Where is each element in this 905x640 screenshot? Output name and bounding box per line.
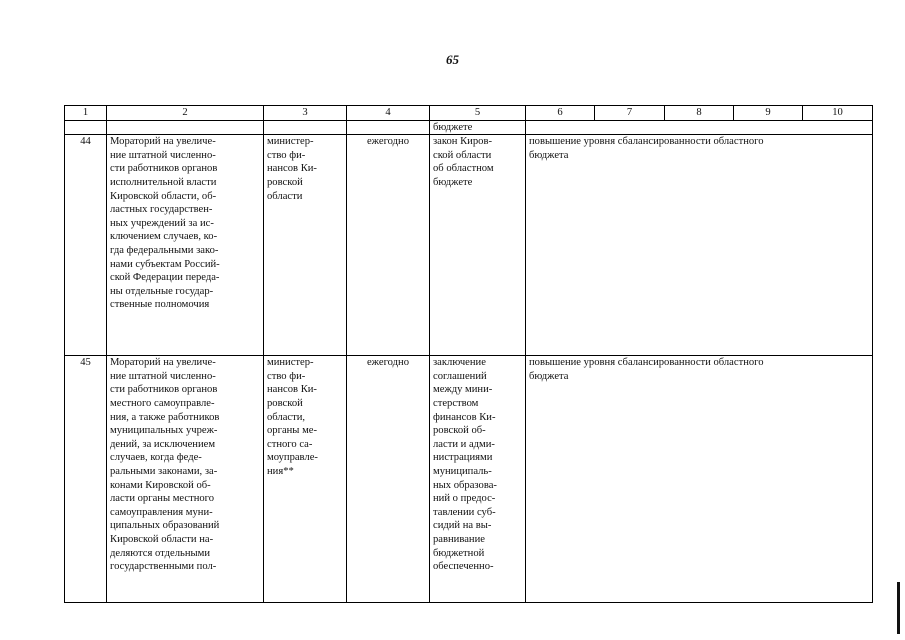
period-cell: ежегодно xyxy=(347,135,430,356)
header-col-7: 7 xyxy=(595,106,665,121)
measure-cell: Мораторий на увеличе- ние штатной численно- сти работников органов местного самоуправле- ния, а также работников муниципальных учреж- дений, за исключением случаев, когда феде- ральными законами, за- конами Кировской об- ласти органы местного самоуправления муни- ципальных образований Кировской области на- деляются отдельными государственными пол- xyxy=(107,356,264,603)
header-row xyxy=(65,106,873,121)
responsible-cell: министер- ство фи- нансов Ки- ровской области, органы ме- стного са- моуправле- ния** xyxy=(264,356,347,603)
cont-cell-3 xyxy=(264,120,347,135)
header-col-6: 6 xyxy=(526,106,595,121)
table-row xyxy=(65,356,873,603)
header-col-8: 8 xyxy=(665,106,734,121)
cont-cell-document: бюджете xyxy=(430,120,526,135)
measure-cell: Мораторий на увеличе- ние штатной численно- сти работников органов исполнительной власти Кировской области, об- ластных государствен- ных учреждений за ис- ключением случаев, ко- гда федеральными зако- нами субъектам Россий- ской Федерации переда- ны отдельные государ- ственные полномочия xyxy=(107,135,264,356)
header-col-2: 2 xyxy=(107,106,264,121)
header-col-10: 10 xyxy=(803,106,873,121)
cont-cell-2 xyxy=(107,120,264,135)
table-row xyxy=(65,135,873,356)
row-number: 45 xyxy=(65,356,107,603)
scan-edge-mark xyxy=(897,582,900,634)
continuation-row xyxy=(65,120,873,135)
period-cell: ежегодно xyxy=(347,356,430,603)
header-col-1: 1 xyxy=(65,106,107,121)
header-col-3: 3 xyxy=(264,106,347,121)
cont-cell-result xyxy=(526,120,873,135)
cont-cell-4 xyxy=(347,120,430,135)
document-cell: закон Киров- ской области об областном бюджете xyxy=(430,135,526,356)
page-number: 65 xyxy=(446,52,459,67)
cont-cell-1 xyxy=(65,120,107,135)
result-cell: повышение уровня сбалансированности областного бюджета xyxy=(526,356,873,603)
header-col-9: 9 xyxy=(734,106,803,121)
measures-table xyxy=(64,105,873,603)
result-cell: повышение уровня сбалансированности областного бюджета xyxy=(526,135,873,356)
header-col-5: 5 xyxy=(430,106,526,121)
document-cell: заключение соглашений между мини- стерством финансов Ки- ровской об- ласти и адми- нистрациями муниципаль- ных образова- ний о предос- тавлении суб- сидий на вы- равнивание бюджетной обеспеченно- xyxy=(430,356,526,603)
header-col-4: 4 xyxy=(347,106,430,121)
row-number: 44 xyxy=(65,135,107,356)
responsible-cell: министер- ство фи- нансов Ки- ровской области xyxy=(264,135,347,356)
